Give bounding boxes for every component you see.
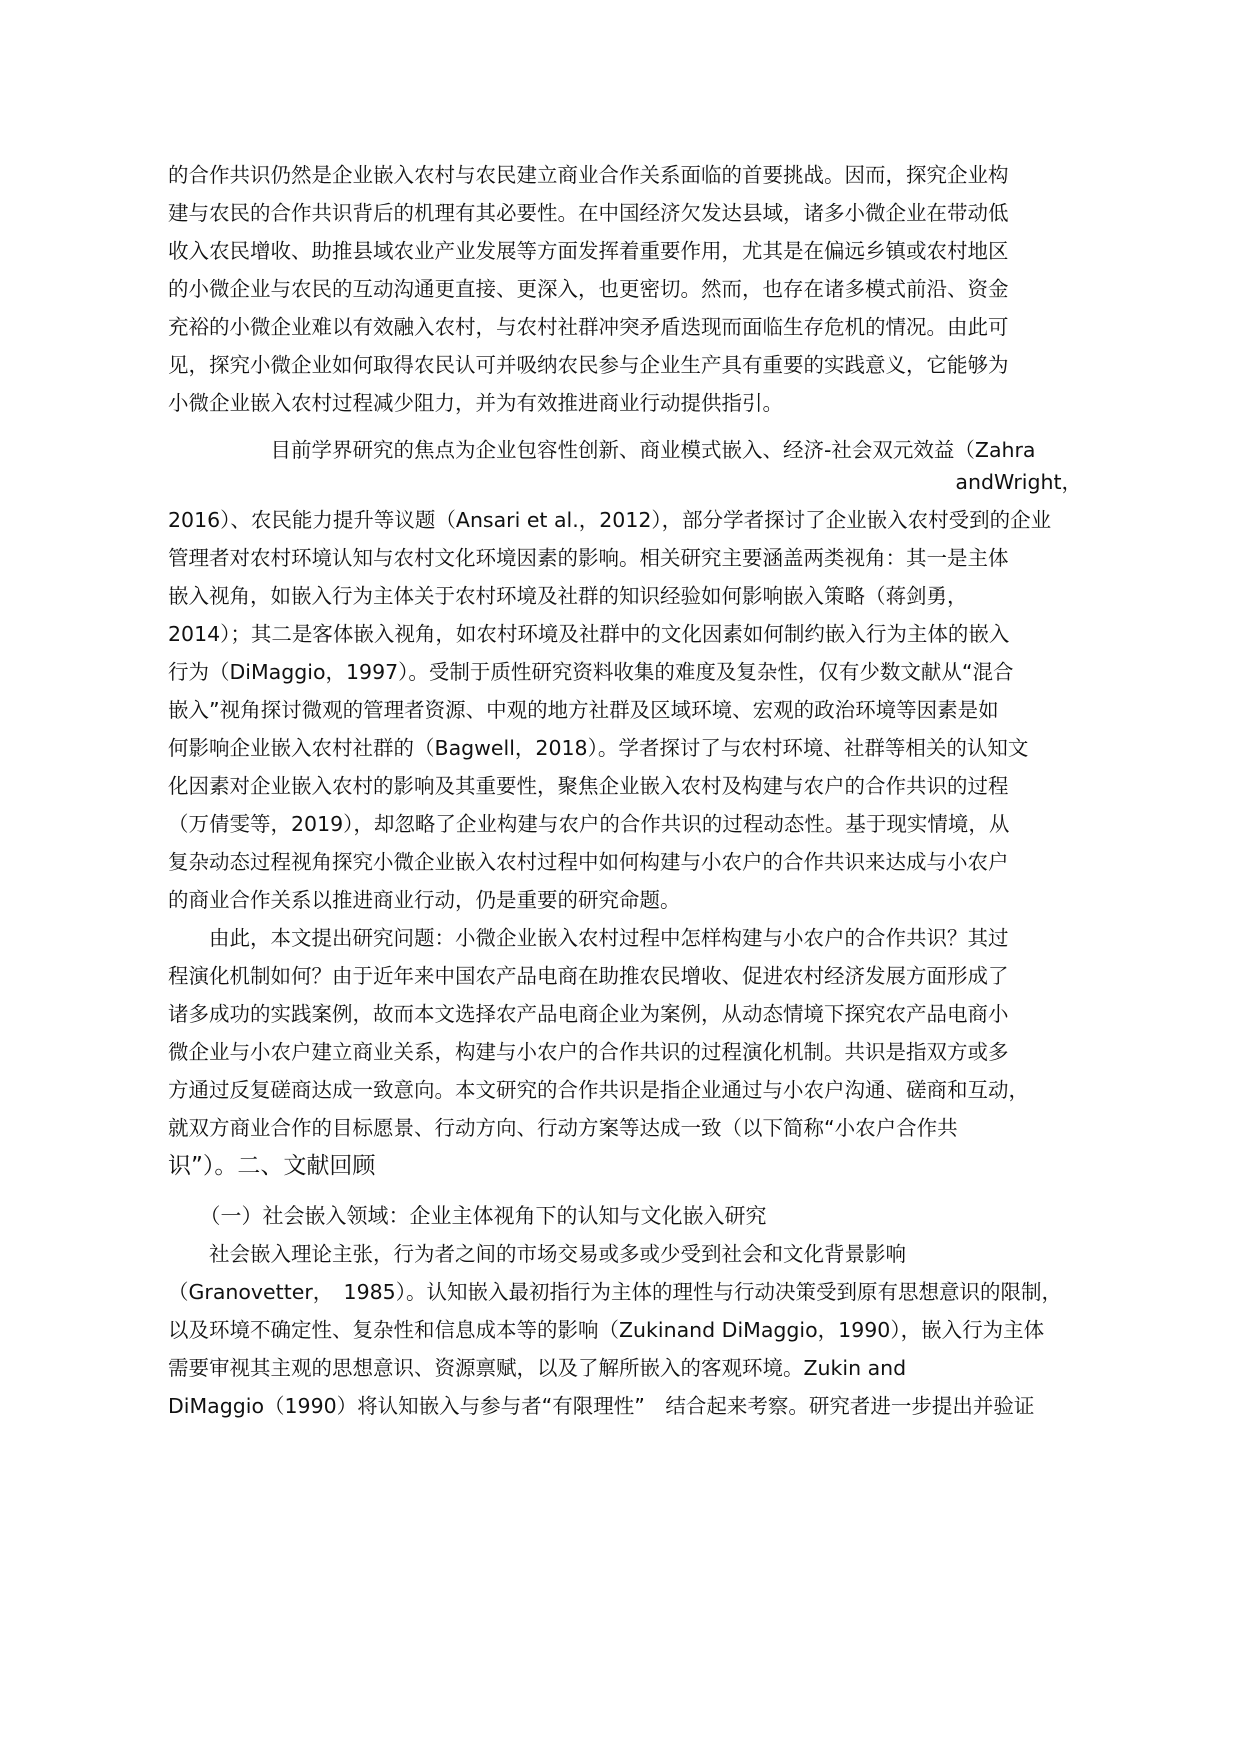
body-text-line: 行为（DiMaggio，1997）。受制于质性研究资料收集的难度及复杂性，仅有少数文献从“混合 xyxy=(168,660,1014,684)
body-text-line: 方通过反复磋商达成一致意向。本文研究的合作共识是指企业通过与小农户沟通、磋商和互动， xyxy=(168,1078,1029,1102)
body-text-line: DiMaggio（1990）将认知嵌入与参与者“有限理性” 结合起来考察。研究者进一步提出并验证 xyxy=(168,1394,1035,1418)
body-text-line: 收入农民增收、助推县域农业产业发展等方面发挥着重要作用，尤其是在偏远乡镇或农村地区 xyxy=(168,239,1009,263)
body-text-line: 2014）；其二是客体嵌入视角，如农村环境及社群中的文化因素如何制约嵌入行为主体的嵌入 xyxy=(168,622,1010,646)
body-text-line: 的小微企业与农民的互动沟通更直接、更深入，也更密切。然而，也存在诸多模式前沿、资金 xyxy=(168,277,1009,301)
body-text-line: 嵌入”视角探讨微观的管理者资源、中观的地方社群及区域环境、宏观的政治环境等因素是如 xyxy=(168,698,999,722)
section-heading: 识”）。二、文献回顾 xyxy=(168,1153,376,1179)
body-text-line: 嵌入视角，如嵌入行为主体关于农村环境及社群的知识经验如何影响嵌入策略（蒋剑勇， xyxy=(168,584,968,608)
body-text-line: 由此，本文提出研究问题：小微企业嵌入农村过程中怎样构建与小农户的合作共识？其过 xyxy=(168,926,1009,950)
body-text-line: 充裕的小微企业难以有效融入农村，与农村社群冲突矛盾迭现而面临生存危机的情况。由此可 xyxy=(168,315,1009,339)
body-text-line: 社会嵌入理论主张，行为者之间的市场交易或多或少受到社会和文化背景影响 xyxy=(168,1242,906,1266)
body-text-line: 化因素对企业嵌入农村的影响及其重要性，聚焦企业嵌入农村及构建与农户的合作共识的过程 xyxy=(168,774,1009,798)
body-text-line: 程演化机制如何？由于近年来中国农产品电商在助推农民增收、促进农村经济发展方面形成了 xyxy=(168,964,1009,988)
body-text-line: 诸多成功的实践案例，故而本文选择农产品电商企业为案例，从动态情境下探究农产品电商小 xyxy=(168,1002,1009,1026)
body-text-line: 见，探究小微企业如何取得农民认可并吸纳农民参与企业生产具有重要的实践意义，它能够为 xyxy=(168,353,1009,377)
body-text-line: 就双方商业合作的目标愿景、行动方向、行动方案等达成一致（以下简称“小农户合作共 xyxy=(168,1116,958,1140)
body-text-line: 目前学界研究的焦点为企业包容性创新、商业模式嵌入、经济-社会双元效益（Zahra xyxy=(168,438,1036,462)
body-text-line: 何影响企业嵌入农村社群的（Bagwell，2018）。学者探讨了与农村环境、社群等相关的认知文 xyxy=(168,736,1029,760)
body-text-line: （万倩雯等，2019），却忽略了企业构建与农户的合作共识的过程动态性。基于现实情境，从 xyxy=(168,812,1010,836)
body-text-line: 复杂动态过程视角探究小微企业嵌入农村过程中如何构建与小农户的合作共识来达成与小农户 xyxy=(168,850,1009,874)
body-text-line: 建与农民的合作共识背后的机理有其必要性。在中国经济欠发达县域，诸多小微企业在带动低 xyxy=(168,201,1009,225)
body-text-line: 小微企业嵌入农村过程减少阻力，并为有效推进商业行动提供指引。 xyxy=(168,391,783,415)
subsection-heading: （一）社会嵌入领域：企业主体视角下的认知与文化嵌入研究 xyxy=(168,1204,767,1228)
body-text-line: 的合作共识仍然是企业嵌入农村与农民建立商业合作关系面临的首要挑战。因而，探究企业构 xyxy=(168,163,1009,187)
body-text-line: 以及环境不确定性、复杂性和信息成本等的影响（Zukinand DiMaggio，1990），嵌入行为主体 xyxy=(168,1318,1045,1342)
body-text-line: 需要审视其主观的思想意识、资源禀赋，以及了解所嵌入的客观环境。Zukin and xyxy=(168,1356,907,1380)
body-text-line: 微企业与小农户建立商业关系，构建与小农户的合作共识的过程演化机制。共识是指双方或多 xyxy=(168,1040,1009,1064)
body-text-line: 管理者对农村环境认知与农村文化环境因素的影响。相关研究主要涵盖两类视角：其一是主体 xyxy=(168,546,1009,570)
body-text-line: 2016）、农民能力提升等议题（Ansari et al.，2012），部分学者探讨了企业嵌入农村受到的企业 xyxy=(168,508,1052,532)
body-text-line: andWright， xyxy=(955,470,1082,494)
body-text-line: 的商业合作关系以推进商业行动，仍是重要的研究命题。 xyxy=(168,888,681,912)
body-text-line: （Granovetter， 1985）。认知嵌入最初指行为主体的理性与行动决策受到原有思想意识的限制， xyxy=(168,1280,1062,1304)
